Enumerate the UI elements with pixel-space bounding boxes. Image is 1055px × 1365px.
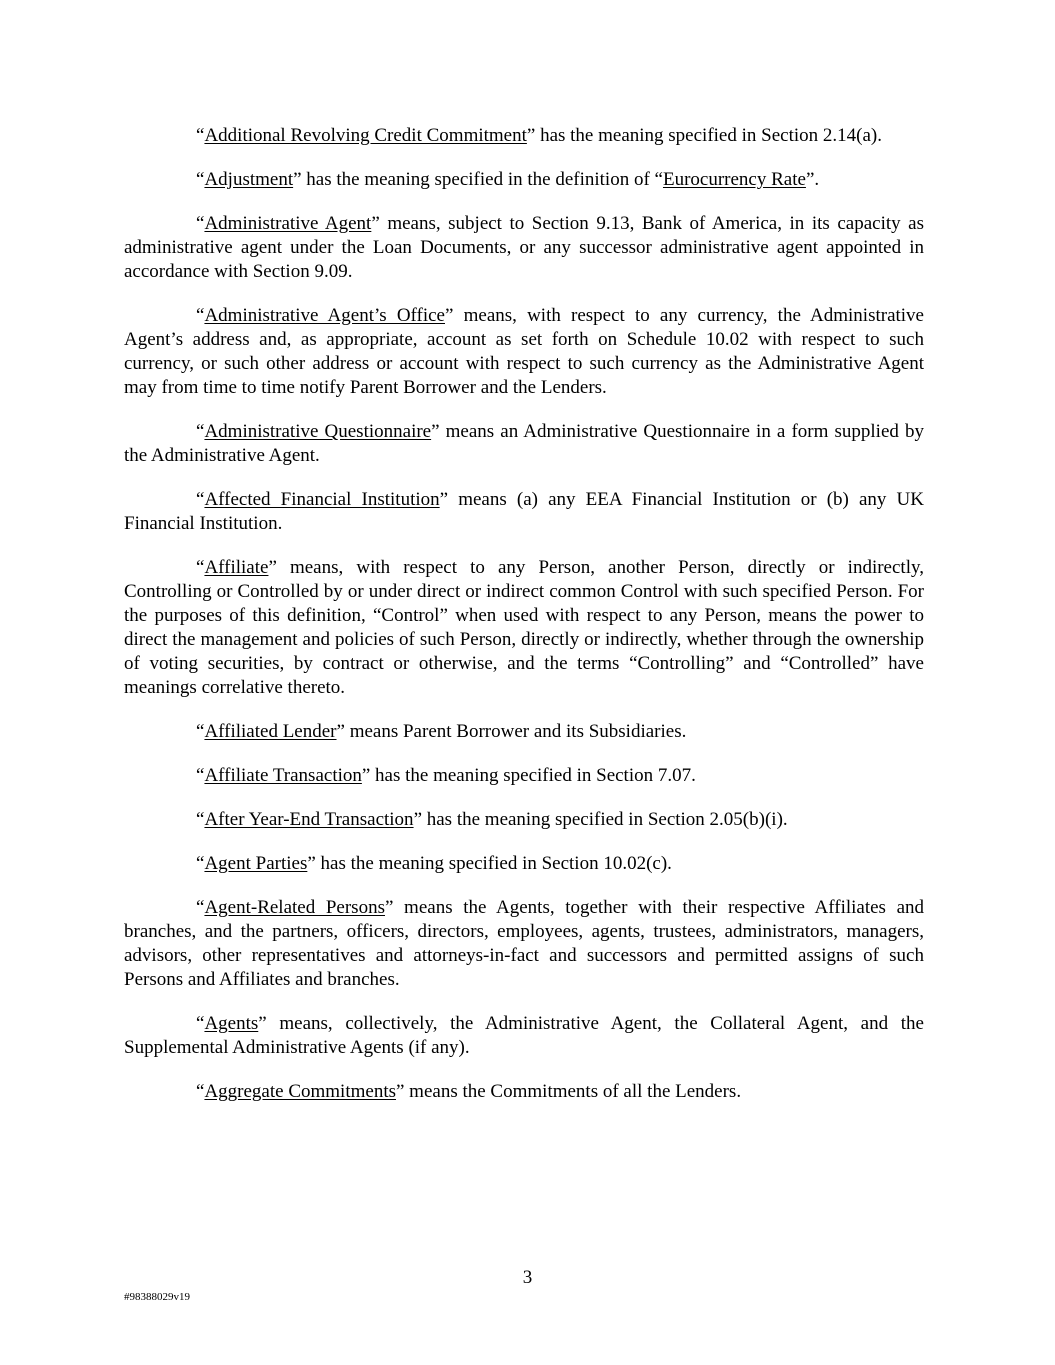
definition-text: ” means, collectively, the Administrative Agent, the Collateral Agent, and the Supplemental Administrative Agents (if any). (124, 1013, 924, 1058)
definition-text: ” means, subject to Section 9.13, Bank of America, in its capacity as administrative agent under the Loan Documents, or any successor administrative agent appointed in accordance with Section 9.09. (124, 213, 924, 282)
definition-agents (124, 1012, 924, 1060)
open-quote: “ (196, 489, 205, 510)
definition-agent-related-persons (124, 896, 924, 992)
definition-text-end: ”. (805, 169, 820, 190)
definition-administrative-agent (124, 212, 924, 284)
defined-term: Adjustment (204, 169, 294, 190)
definition-agent-parties (124, 852, 924, 876)
defined-term: Affected Financial Institution (204, 489, 440, 510)
open-quote: “ (196, 557, 205, 578)
open-quote: “ (196, 897, 205, 918)
defined-term: Additional Revolving Credit Commitment (204, 125, 527, 146)
definition-text: ” has the meaning specified in Section 2.14(a). (526, 125, 882, 146)
open-quote: “ (196, 421, 205, 442)
definition-text: ” has the meaning specified in Section 10.02(c). (307, 853, 672, 874)
definition-affiliated-lender (124, 720, 924, 744)
defined-term: Administrative Questionnaire (204, 421, 432, 442)
definition-aggregate-commitments (124, 1080, 924, 1104)
defined-term: Aggregate Commitments (204, 1081, 396, 1102)
definition-administrative-questionnaire (124, 420, 924, 468)
definition-text: ” means the Commitments of all the Lenders. (396, 1081, 742, 1102)
definition-adjustment (124, 168, 924, 192)
open-quote: “ (196, 1081, 205, 1102)
definition-additional-revolving-credit-commitment (124, 124, 924, 148)
definition-text: ” means an Administrative Questionnaire in a form supplied by the Administrative Agent. (124, 421, 924, 466)
defined-term: Affiliate (204, 557, 269, 578)
definition-affiliate-transaction (124, 764, 924, 788)
open-quote: “ (196, 721, 205, 742)
defined-term: Administrative Agent’s Office (204, 305, 445, 326)
defined-term: Administrative Agent (204, 213, 372, 234)
definitions-list (124, 124, 924, 1124)
open-quote: “ (196, 765, 205, 786)
defined-term: Affiliate Transaction (204, 765, 362, 786)
cross-reference-term: Eurocurrency Rate (662, 169, 806, 190)
definition-after-year-end-transaction (124, 808, 924, 832)
definition-administrative-agents-office (124, 304, 924, 400)
open-quote: “ (196, 809, 205, 830)
document-id: #98388029v19 (124, 1291, 190, 1303)
definition-text: ” means, with respect to any Person, another Person, directly or indirectly, Controlling or Controlled by or under direct or indirect common Control with such specified Person. For the purposes of this definition, “Control” when used with respect to any Person, means the power to direct the management and policies of such Person, directly or indirectly, whether through the ownership of voting securities, by contract or otherwise, and the terms “Controlling” and “Controlled” have meanings correlative thereto. (124, 557, 924, 698)
definition-text: ” has the meaning specified in Section 7.07. (361, 765, 696, 786)
definition-text: ” means, with respect to any currency, the Administrative Agent’s address and, as appropriate, account as set forth on Schedule 10.02 with respect to such currency, or such other address or account with respect to such currency as the Administrative Agent may from time to time notify Parent Borrower and the Lenders. (124, 305, 924, 398)
definition-text: ” means the Agents, together with their respective Affiliates and branches, and the partners, officers, directors, employees, agents, trustees, administrators, managers, advisors, other representatives and attorneys-in-fact and successors and permitted assigns of such Persons and Affiliates and branches. (124, 897, 925, 990)
open-quote: “ (196, 853, 205, 874)
defined-term: After Year-End Transaction (204, 809, 414, 830)
defined-term: Agent Parties (204, 853, 308, 874)
open-quote: “ (196, 125, 205, 146)
open-quote: “ (196, 305, 205, 326)
open-quote: “ (196, 1013, 205, 1034)
definition-text: ” means Parent Borrower and its Subsidiaries. (336, 721, 687, 742)
open-quote: “ (196, 213, 205, 234)
open-quote: “ (196, 169, 205, 190)
defined-term: Agents (204, 1013, 259, 1034)
definition-text: ” has the meaning specified in Section 2.05(b)(i). (413, 809, 788, 830)
defined-term: Affiliated Lender (204, 721, 337, 742)
definition-affected-financial-institution (124, 488, 924, 536)
defined-term: Agent-Related Persons (204, 897, 385, 918)
definition-affiliate (124, 556, 924, 700)
page-number: 3 (522, 1267, 533, 1288)
definition-text: ” has the meaning specified in the definition of “ (293, 169, 663, 190)
definition-text: ” means (a) any EEA Financial Institution or (b) any UK Financial Institution. (124, 489, 924, 534)
